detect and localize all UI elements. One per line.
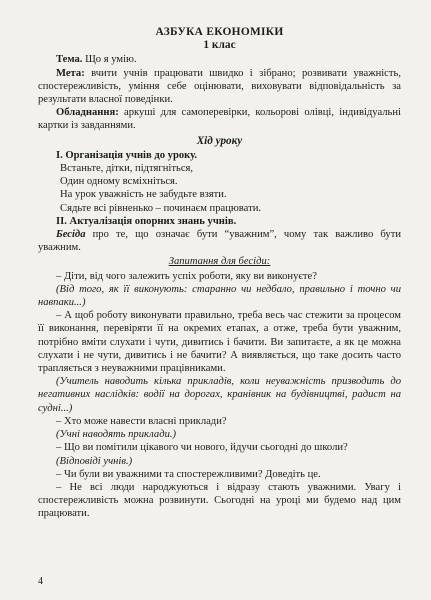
closing-paragraph: – Не всі люди народжуються і відразу стають уважними. Увагу і спостережливість можна розвинути. Сьогодні на уроці ми будемо над цим працювати. — [38, 481, 401, 520]
conversation-paragraph — [38, 228, 401, 254]
goal-paragraph — [38, 67, 401, 107]
conversation-text: про те, що означає бути “уважним”, чому так важливо бути уважним. — [38, 229, 401, 254]
equipment-text: аркуші для самоперевірки, кольорові олівці, індивідуальні картки із завданнями. — [38, 107, 401, 132]
conversation-label: Бесіда — [56, 229, 86, 241]
question-2: – Хто може навести власні приклади? — [56, 415, 227, 427]
topic-text: Що я умію. — [82, 54, 137, 66]
goal-text: вчити учнів працювати швидко і зібрано; розвивати уважність, спостережливість, уміння себе оцінювати, виховувати відповідальність за результати власної поведінки. — [38, 67, 401, 106]
poem-line: На урок уважність не забудьте взяти. — [60, 189, 227, 201]
question-3: – Що ви помітили цікавого чи нового, йдучи сьогодні до школи? — [56, 442, 348, 454]
equipment-label: Обладнання: — [56, 107, 119, 119]
poem-line: Встаньте, дітки, підтягніться, — [60, 163, 194, 175]
question-4: – Чи були ви уважними та спостережливими? Доведіть це. — [56, 468, 321, 480]
page-number: 4 — [38, 575, 43, 587]
topic-line — [38, 53, 401, 66]
question-1: – Діти, від чого залежить успіх роботи, яку ви виконуєте? — [56, 270, 317, 282]
goal-label: Мета: — [56, 67, 85, 79]
document-title: АЗБУКА ЕКОНОМІКИ — [155, 26, 284, 38]
poem-line: Сядьте всі рівненько – починаєм працювати. — [60, 202, 262, 214]
answer-1: (Від того, як її виконують: старанно чи недбало, правильно і точно чи навпаки...) — [38, 283, 401, 309]
grade-label: 1 клас — [203, 39, 236, 52]
equipment-paragraph — [38, 106, 401, 132]
answer-3: (Відповіді учнів.) — [56, 455, 133, 467]
questions-heading: Запитання для бесіди: — [168, 256, 271, 268]
section-heading-1: І. Організація учнів до уроку. — [56, 149, 198, 161]
answer-2: (Учні наводять приклади.) — [56, 429, 177, 441]
poem — [38, 162, 401, 215]
explanation-paragraph: – А щоб роботу виконувати правильно, треба весь час стежити за процесом її виконання, перевіряти її на окремих етапах, а отже, треба бути уважним, потрібно вміти слухати і чути, дивитись і бачити. Ви запитаєте, а як це можна слухати і не чути, дивитись і не бачити? А виявляється, що таке досить часто трапляється з неуважними працівниками. — [38, 310, 401, 375]
topic-label: Тема. — [56, 54, 83, 66]
lesson-heading: Хід уроку — [196, 134, 243, 147]
section-heading-2: ІІ. Актуалізація опорних знань учнів. — [56, 215, 237, 227]
teacher-note: (Учитель наводить кілька прикладів, коли неуважність призводить до негативних наслідків: водії на дорогах, кранівник на будівництві, радист на судні...) — [38, 376, 401, 414]
poem-line: Один одному всміхніться. — [60, 176, 178, 188]
